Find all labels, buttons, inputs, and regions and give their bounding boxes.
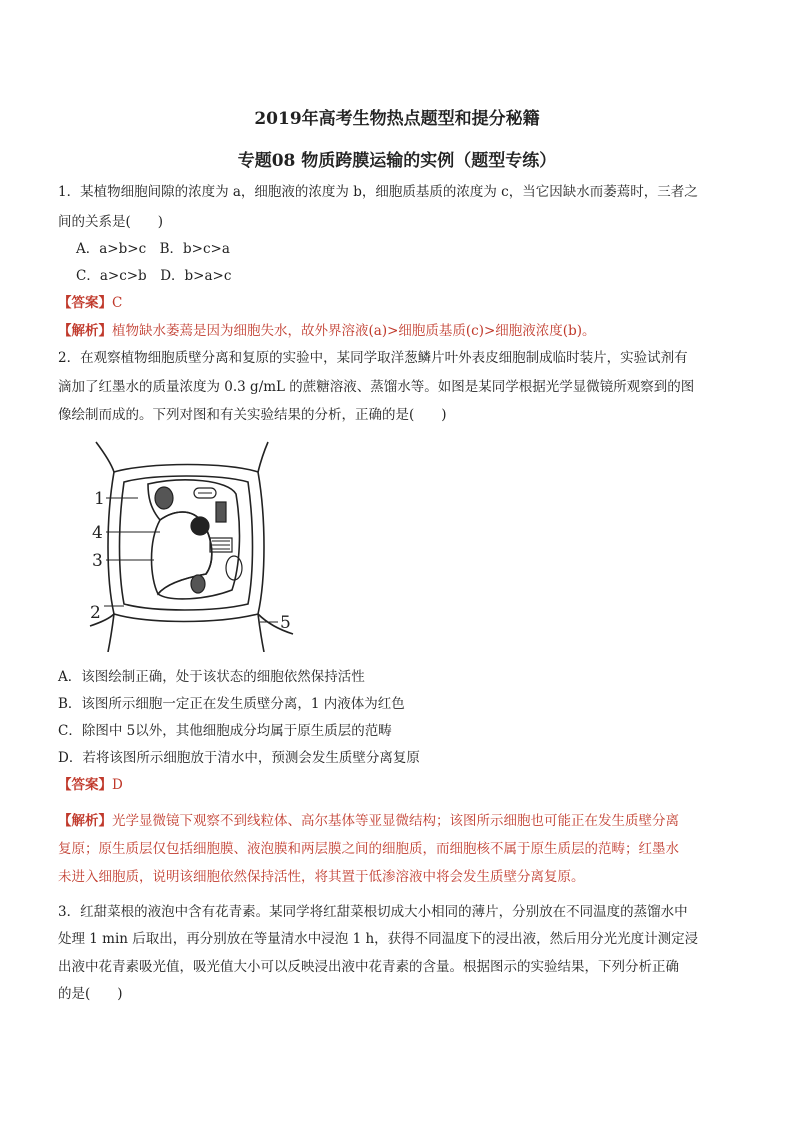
analysis-tag: 【解析】 [58,813,112,829]
figure-label-5: 5 [280,613,291,633]
q3-stem-line1: 3．红甜菜根的液泡中含有花青素。某同学将红甜菜根切成大小相同的薄片，分别放在不同温度的蒸馏水中 [58,904,688,920]
q2-analysis-line2: 复原；原生质层仅包括细胞膜、液泡膜和两层膜之间的细胞质，而细胞核不属于原生质层的范畴；红墨水 [58,841,679,857]
q1-options-cd: C．a>c>b D．b>a>c [76,268,232,284]
plant-cell-diagram [88,438,298,652]
q2-option-d: D．若将该图所示细胞放于清水中，预测会发生质壁分离复原 [58,750,420,766]
analysis-text: 植物缺水萎蔫是因为细胞失水，故外界溶液(a)>细胞质基质(c)>细胞液浓度(b)。 [112,323,596,339]
q1-analysis [58,322,595,340]
q2-stem-line1: 2．在观察植物细胞质壁分离和复原的实验中，某同学取洋葱鳞片叶外表皮细胞制成临时装片，实验试剂有 [58,350,688,366]
page-title: 2019年高考生物热点题型和提分秘籍 [254,109,540,129]
q2-analysis-line3: 未进入细胞质，说明该细胞依然保持活性，将其置于低渗溶液中将会发生质壁分离复原。 [58,869,585,885]
q1-stem-line2: 间的关系是( ) [58,214,164,230]
q3-stem-line2: 处理 1 min 后取出，再分别放在等量清水中浸泡 1 h，获得不同温度下的浸出液，然后用分光光度计测定浸 [58,931,699,947]
q2-analysis-line1 [58,812,679,830]
answer-tag: 【答案】 [58,295,112,311]
q2-stem-line2: 滴加了红墨水的质量浓度为 0.3 g/mL 的蔗糖溶液、蒸馏水等。如图是某同学根据光学显微镜所观察到的图 [58,379,695,395]
q1-stem-line1: 1．某植物细胞间隙的浓度为 a，细胞液的浓度为 b，细胞质基质的浓度为 c，当它因缺水而萎蔫时，三者之 [58,184,698,200]
q2-option-c: C．除图中 5以外，其他细胞成分均属于原生质层的范畴 [58,723,392,739]
analysis-tag: 【解析】 [58,323,112,339]
figure-label-1: 1 [94,489,105,509]
q1-options-ab: A．a>b>c B．b>c>a [76,241,230,257]
q1-answer [58,294,122,312]
q3-stem-line4: 的是( ) [58,986,123,1002]
analysis-text: 光学显微镜下观察不到线粒体、高尔基体等亚显微结构；该图所示细胞也可能正在发生质壁分离 [112,813,679,829]
figure-label-4: 4 [92,523,103,543]
figure-label-3: 3 [92,551,103,571]
answer-value: C [112,295,123,311]
q2-option-a: A．该图绘制正确，处于该状态的细胞依然保持活性 [58,669,365,685]
q2-option-b: B．该图所示细胞一定正在发生质壁分离，1 内液体为红色 [58,696,405,712]
answer-tag: 【答案】 [58,777,112,793]
page-subtitle: 专题08 物质跨膜运输的实例（题型专练） [237,151,557,171]
q3-stem-line3: 出液中花青素吸光值，吸光值大小可以反映浸出液中花青素的含量。根据图示的实验结果，下列分析正确 [58,959,679,975]
figure-label-2: 2 [90,603,101,623]
answer-value: D [112,777,123,793]
q2-stem-line3: 像绘制而成的。下列对图和有关实验结果的分析，正确的是( ) [58,407,447,423]
q2-answer [58,776,123,794]
